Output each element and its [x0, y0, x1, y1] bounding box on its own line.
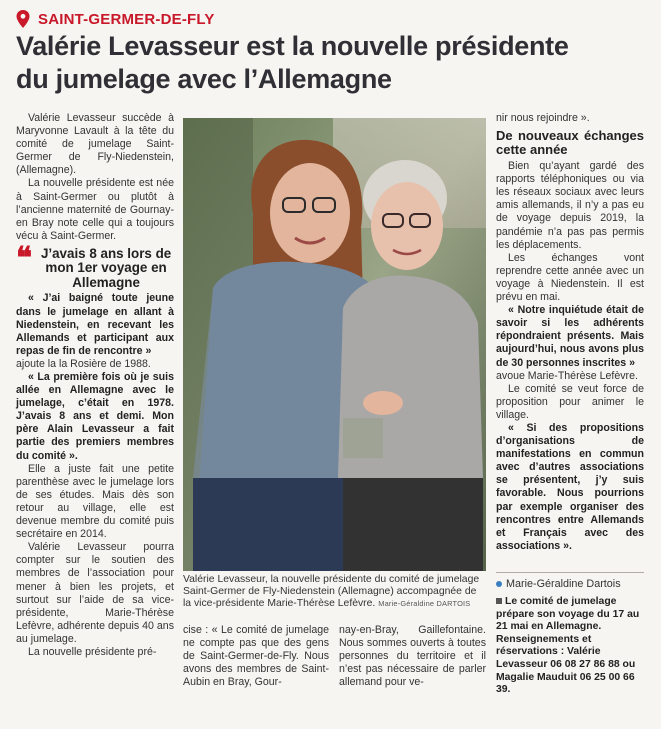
photo-caption — [183, 574, 486, 611]
paragraph: La nouvelle présidente pré- — [28, 645, 157, 658]
article-column-2 — [183, 624, 329, 689]
pull-quote-text: J’avais 8 ans lors de mon 1er voyage en Allemagne — [40, 245, 172, 290]
quote-paragraph: « Si des propositions d’organisations de manifestations en commun avec d’autres associations se présentent, j’y suis favorable. Nous pourrions par exemple organiser des rencontres entre Allemands et Français avec des associations ». — [496, 421, 644, 552]
article-column-1 — [16, 112, 174, 659]
photo-illustration — [183, 118, 486, 571]
photo-credit: Marie-Géraldine DARTOIS — [378, 599, 471, 609]
paragraph: La nouvelle présidente est née à Saint-Germer ou plutôt à l’ancienne maternité de Gournay-en Bray note celle qui a toujours vécu à Saint-Germer. — [16, 177, 174, 242]
paragraph: ajoute la la Rosière de 1988. — [16, 357, 151, 370]
subheading: De nouveaux échanges cette année — [496, 128, 644, 158]
article-headline — [16, 30, 646, 96]
paragraph: nir nous rejoindre ». — [496, 112, 590, 124]
bullet-square-icon — [496, 598, 502, 604]
quote-paragraph: « J’ai baigné toute jeune dans le jumelage en allant à Niedenstein, en recevant les Allemands et participant aux repas de fin de rencontre » — [16, 292, 174, 357]
paragraph: Bien qu’ayant gardé des rapports téléphoniques ou via les réseaux sociaux avec leurs amis allemands, il n’y a pas eu de voyage depuis 2019, la pandémie n’a pas pas permis les déplacements. — [496, 160, 644, 251]
kicker-text: SAINT-GERMER-DE-FLY — [38, 10, 215, 28]
info-text: Le comité de jumelage prépare son voyage du 17 au 21 mai en Allemagne. Renseignements et réservations : Valérie Levasseur 06 08 27 86 88 ou Magalie Mauduit 06 25 00 66 39. — [496, 596, 640, 696]
article-column-4 — [496, 112, 644, 553]
quote-paragraph: « Notre inquiétude était de savoir si les adhérents répondraient présents. Mais aujourd’hui, nous avons plus de 30 personnes inscrites » — [496, 304, 644, 369]
paragraph: nay-en-Bray, Gaillefontaine. Nous sommes ouverts à toutes personnes du territoire et il n’est pas nécessaire de parler allemand pour ve- — [339, 624, 486, 689]
paragraph: avoue Marie-Thérèse Lefèvre. — [496, 369, 638, 382]
paragraph: Les échanges vont reprendre cette année avec un voyage à Niedenstein. Il est prévu en mai. — [496, 251, 644, 304]
paragraph: Le comité se veut force de proposition pour animer le village. — [496, 382, 644, 421]
paragraph: Valérie Levasseur pourra compter sur le soutien des membres de l’association pour mener à bien les projets, et surtout sur l’aide de sa vice-présidente, Marie-Thérèse Lefèvre, adhérente depuis 40 ans au jumelage. — [16, 541, 174, 645]
headline-line-1: Valérie Levasseur est la nouvelle présidente — [16, 31, 569, 61]
divider — [496, 572, 644, 573]
quote-paragraph: « La première fois où je suis allée en Allemagne avec le jumelage, c’était en 1978. J’avais 8 ans et demi. Mon père Alain Levasseur a fait partie des premiers membres du comité ». — [16, 371, 174, 462]
article-photo — [183, 118, 486, 571]
paragraph: cise : « Le comité de jumelage ne compte pas que des gens de Saint-Germer-de-Fly. Nous avons des membres de Saint-Aubin en Bray, Gour- — [183, 624, 329, 689]
caption-text: Valérie Levasseur, la nouvelle présidente du comité de jumelage Saint-Germer de Fly-Niedenstein (Allemagne) accompagnée de la vice-présidente Marie-Thérèse Lefèvre. — [183, 574, 480, 610]
quote-mark-icon: ❝ — [16, 241, 33, 275]
headline-line-2: du jumelage avec l’Allemagne — [16, 64, 392, 94]
paragraph: Elle a juste fait une petite parenthèse avec le jumelage lors de ses études. Mais dès son retour au village, elle est devenue membre du comité puis secrétaire en 2014. — [16, 462, 174, 541]
byline-dot-icon — [496, 581, 502, 587]
paragraph: Valérie Levasseur succède à Maryvonne Lavault à la tête du comité de jumelage Saint-Germer de Fly-Niedenstein, (Allemagne). — [16, 112, 174, 177]
info-box — [496, 596, 644, 697]
author-byline — [496, 578, 621, 590]
location-pin-icon — [16, 10, 30, 28]
article-column-3 — [339, 624, 486, 689]
pull-quote — [16, 241, 174, 291]
section-kicker — [16, 8, 215, 30]
author-name: Marie-Géraldine Dartois — [506, 578, 621, 590]
